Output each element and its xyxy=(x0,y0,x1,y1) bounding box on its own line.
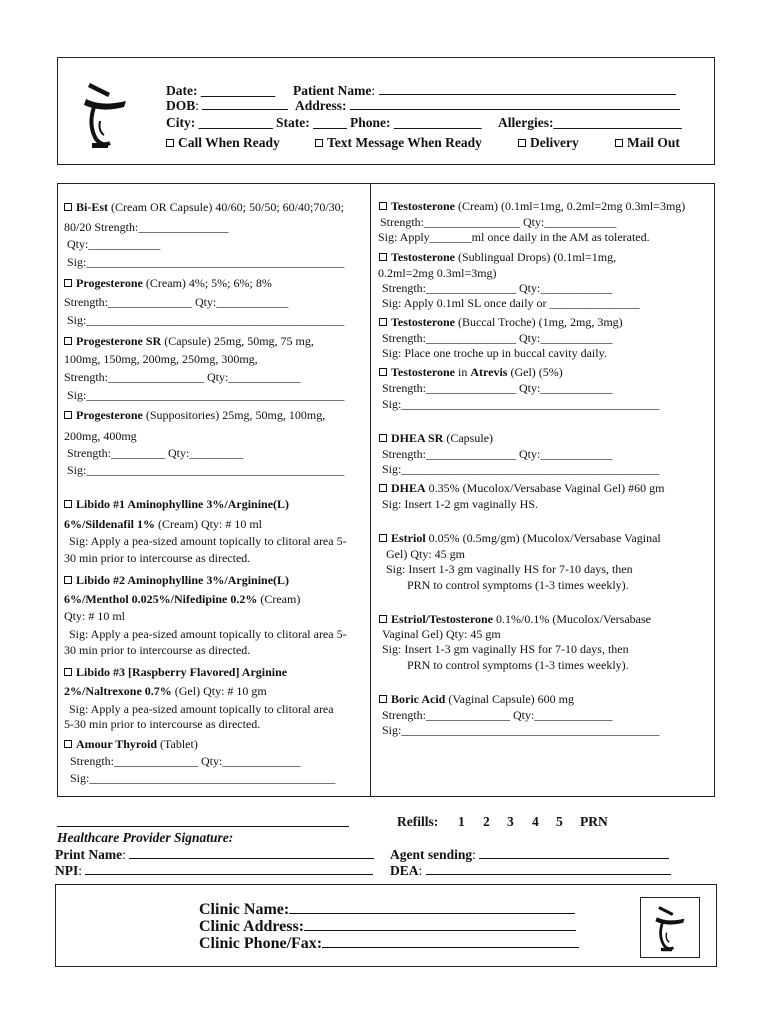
boric-acid-sig[interactable]: Sig:___________________________________________ xyxy=(382,723,660,737)
biest-option[interactable] xyxy=(64,200,344,215)
address-field[interactable] xyxy=(295,97,680,114)
option-label: Delivery xyxy=(530,135,579,150)
testosterone-cream-checkbox[interactable] xyxy=(379,202,387,210)
item-desc: (Sublingual Drops) (0.1ml=1mg, xyxy=(455,250,617,264)
phone-field[interactable] xyxy=(350,114,482,131)
item-desc: 0.35% (Mucolox/Versabase Vaginal Gel) #60 gm xyxy=(425,481,665,495)
libido1-option[interactable] xyxy=(64,497,289,512)
libido2-detail xyxy=(64,592,300,607)
item-name: Libido #1 Aminophylline 3%/Arginine(L) xyxy=(76,497,290,511)
progesterone-sig[interactable]: Sig:___________________________________________ xyxy=(67,313,345,327)
estriol-testosterone-sig-cont: PRN to control symptoms (1-3 times weekly). xyxy=(407,658,629,672)
estriol-testosterone-option[interactable] xyxy=(379,612,651,627)
mail-out-option[interactable] xyxy=(615,134,680,151)
testosterone-sl-option[interactable] xyxy=(379,250,616,265)
print-name-field[interactable]: Print Name: xyxy=(55,846,374,863)
dhea-sr-sig[interactable]: Sig:___________________________________________ xyxy=(382,462,660,476)
libido3-checkbox[interactable] xyxy=(64,668,72,676)
delivery-option[interactable] xyxy=(518,134,579,151)
testosterone-atrevis-option[interactable] xyxy=(379,365,563,380)
clinic-address-label: Clinic Address: xyxy=(199,918,305,935)
testosterone-atrevis-strength[interactable]: Strength:_______________ Qty:____________ xyxy=(382,381,613,395)
item-desc: (Tablet) xyxy=(157,737,198,751)
item-desc: (Cream OR Capsule) 40/60; 50/50; 60/40;70/30; xyxy=(108,200,344,214)
progesterone-supp-option[interactable] xyxy=(64,408,325,423)
item-name: 2%/Naltrexone 0.7% xyxy=(64,684,172,698)
item-name: Boric Acid xyxy=(391,692,446,706)
item-name: 6%/Menthol 0.025%/Nifedipine 0.2% xyxy=(64,592,258,606)
progesterone-sr-checkbox[interactable] xyxy=(64,337,72,345)
progesterone-sr-sig[interactable]: Sig:___________________________________________ xyxy=(67,388,345,402)
item-name: Progesterone xyxy=(76,408,143,422)
item-name: Progesterone SR xyxy=(76,334,162,348)
progesterone-supp-sig[interactable]: Sig:___________________________________________ xyxy=(67,463,345,477)
testosterone-troche-strength[interactable]: Strength:_______________ Qty:____________ xyxy=(382,331,613,345)
testosterone-atrevis-checkbox[interactable] xyxy=(379,368,387,376)
estriol-qty: Gel) Qty: 45 gm xyxy=(386,547,465,561)
refill-option-prn[interactable]: PRN xyxy=(580,814,608,829)
estriol-sig-cont: PRN to control symptoms (1-3 times weekly). xyxy=(407,578,629,592)
phone-label: Phone: _____________ xyxy=(350,115,482,130)
estriol-testosterone-qty: Vaginal Gel) Qty: 45 gm xyxy=(382,627,501,641)
libido2-sig-cont: 30 min prior to intercourse as directed. xyxy=(64,643,251,657)
dhea-sr-checkbox[interactable] xyxy=(379,434,387,442)
dob-label: DOB xyxy=(166,98,196,113)
allergies-label: Allergies:___________________ xyxy=(498,115,682,130)
patient-name-label: Patient Name xyxy=(293,83,372,98)
libido2-option[interactable] xyxy=(64,573,289,588)
estriol-sig: Sig: Insert 1-3 gm vaginally HS for 7-10 days, then xyxy=(386,562,633,576)
libido3-option[interactable] xyxy=(64,665,287,680)
progesterone-sr-strength[interactable]: Strength:________________ Qty:____________ xyxy=(64,370,301,384)
option-label: Call When Ready xyxy=(178,135,280,150)
progesterone-supp-doses: 200mg, 400mg xyxy=(64,429,137,443)
clinic-phone-field[interactable] xyxy=(199,933,579,953)
agent-sending-label: Agent sending xyxy=(390,847,473,862)
npi-label: NPI xyxy=(55,863,79,878)
dhea-vaginal-checkbox[interactable] xyxy=(379,484,387,492)
item-desc: (Vaginal Capsule) 600 mg xyxy=(445,692,574,706)
item-desc: 0.05% (0.5mg/gm) (Mucolox/Versabase Vaginal xyxy=(425,531,661,545)
libido3-detail xyxy=(64,684,267,699)
estriol-checkbox[interactable] xyxy=(379,534,387,542)
dhea-sr-strength[interactable]: Strength:_______________ Qty:____________ xyxy=(382,447,613,461)
option-label: Mail Out xyxy=(627,135,680,150)
testosterone-sl-checkbox[interactable] xyxy=(379,253,387,261)
clinic-name-label: Clinic Name: xyxy=(199,901,290,918)
refill-option-2[interactable]: 2 xyxy=(483,814,490,829)
libido1-detail xyxy=(64,517,262,532)
address-label: Address: xyxy=(295,98,347,113)
call-when-ready-checkbox[interactable] xyxy=(166,139,174,147)
item-name: Libido #2 Aminophylline 3%/Arginine(L) xyxy=(76,573,290,587)
item-desc: (Suppositories) 25mg, 50mg, 100mg, xyxy=(142,408,326,422)
item-name: Testosterone xyxy=(391,365,455,379)
pharmacy-logo xyxy=(650,902,690,954)
item-desc: (Cream) (0.1ml=1mg, 0.2ml=2mg 0.3ml=3mg) xyxy=(455,199,686,213)
patient-name-field[interactable]: Patient Name: xyxy=(293,82,676,99)
item-name: Testosterone xyxy=(391,199,455,213)
biest-sig[interactable]: Sig:___________________________________________ xyxy=(67,255,345,269)
estriol-option[interactable] xyxy=(379,531,661,546)
item-name: 6%/Sildenafil 1% xyxy=(64,517,156,531)
item-name: Libido #3 [Raspberry Flavored] Arginine xyxy=(76,665,288,679)
libido3-sig: Sig: Apply a pea-sized amount topically to clitoral area xyxy=(69,702,334,716)
amour-thyroid-checkbox[interactable] xyxy=(64,740,72,748)
pharmacy-logo xyxy=(80,77,130,152)
clinic-phone-label: Clinic Phone/Fax: xyxy=(199,935,323,952)
item-name: DHEA SR xyxy=(391,431,444,445)
dea-field[interactable]: DEA: xyxy=(390,862,671,879)
option-label: Text Message When Ready xyxy=(327,135,482,150)
item-desc: (Capsule) 25mg, 50mg, 75 mg, xyxy=(161,334,314,348)
item-name: Testosterone xyxy=(391,250,455,264)
date-label: Date: ___________ xyxy=(166,83,276,98)
item-desc: (Capsule) xyxy=(443,431,494,445)
refill-option-5[interactable]: 5 xyxy=(556,814,563,829)
testosterone-sl-doses: 0.2ml=2mg 0.3ml=3mg) xyxy=(378,266,497,280)
testosterone-troche-option[interactable] xyxy=(379,315,623,330)
item-desc: 0.1%/0.1% (Mucolox/Versabase xyxy=(493,612,651,626)
testosterone-cream-strength[interactable]: Strength:________________ Qty:____________ xyxy=(380,215,617,229)
progesterone-option[interactable] xyxy=(64,276,272,291)
libido1-sig: Sig: Apply a pea-sized amount topically to clitoral area 5- xyxy=(69,534,347,548)
testosterone-cream-sig[interactable]: Sig: Apply_______ml once daily in the AM as tolerated. xyxy=(378,230,650,244)
biest-checkbox[interactable] xyxy=(64,203,72,211)
item-name: Testosterone xyxy=(391,315,455,329)
dhea-sr-option[interactable] xyxy=(379,431,493,446)
refill-option-1[interactable]: 1 xyxy=(458,814,465,829)
call-when-ready-option[interactable] xyxy=(166,134,280,151)
text-message-checkbox[interactable] xyxy=(315,139,323,147)
refill-option-4[interactable]: 4 xyxy=(532,814,539,829)
testosterone-cream-option[interactable] xyxy=(379,199,685,214)
progesterone-strength[interactable]: Strength:______________ Qty:____________ xyxy=(64,295,289,309)
print-name-label: Print Name xyxy=(55,847,123,862)
item-desc: (Buccal Troche) (1mg, 2mg, 3mg) xyxy=(455,315,623,329)
item-name: Atrevis xyxy=(470,365,508,379)
provider-signature-label: Healthcare Provider Signature: xyxy=(57,830,234,845)
item-name: Estriol xyxy=(391,531,426,545)
provider-signature-line[interactable] xyxy=(57,826,349,827)
item-desc: (Cream) Qty: # 10 ml xyxy=(155,517,262,531)
progesterone-sr-doses: 100mg, 150mg, 200mg, 250mg, 300mg, xyxy=(64,352,258,366)
progesterone-checkbox[interactable] xyxy=(64,279,72,287)
libido2-checkbox[interactable] xyxy=(64,576,72,584)
refill-option-3[interactable]: 3 xyxy=(507,814,514,829)
estriol-testosterone-checkbox[interactable] xyxy=(379,615,387,623)
dhea-vaginal-sig: Sig: Insert 1-2 gm vaginally HS. xyxy=(382,497,538,511)
testosterone-atrevis-sig[interactable]: Sig:___________________________________________ xyxy=(382,397,660,411)
amour-thyroid-option[interactable] xyxy=(64,737,198,752)
state-label: State: _____ xyxy=(276,115,347,130)
item-desc: (Cream) 4%; 5%; 6%; 8% xyxy=(142,276,272,290)
item-desc: (Gel) Qty: # 10 gm xyxy=(171,684,267,698)
progesterone-sr-option[interactable] xyxy=(64,334,314,349)
column-divider xyxy=(370,183,371,797)
libido1-checkbox[interactable] xyxy=(64,500,72,508)
progesterone-supp-checkbox[interactable] xyxy=(64,411,72,419)
item-name: Amour Thyroid xyxy=(76,737,158,751)
item-desc: (Cream) xyxy=(257,592,301,606)
libido1-sig-cont: 30 min prior to intercourse as directed. xyxy=(64,551,251,565)
testosterone-troche-sig: Sig: Place one troche up in buccal cavity daily. xyxy=(382,346,607,360)
city-field[interactable] xyxy=(166,114,273,131)
dob-field[interactable]: DOB: xyxy=(166,97,288,114)
amour-thyroid-strength[interactable]: Strength:______________ Qty:_____________ xyxy=(70,754,301,768)
item-desc: in xyxy=(455,365,471,379)
testosterone-troche-checkbox[interactable] xyxy=(379,318,387,326)
libido3-sig-cont: 5-30 min prior to intercourse as directed. xyxy=(64,717,261,731)
item-desc: (Gel) (5%) xyxy=(507,365,563,379)
estriol-testosterone-sig: Sig: Insert 1-3 gm vaginally HS for 7-10 days, then xyxy=(382,642,629,656)
allergies-field[interactable] xyxy=(498,114,682,131)
progesterone-supp-strength[interactable]: Strength:_________ Qty:_________ xyxy=(67,446,244,460)
boric-acid-strength[interactable]: Strength:______________ Qty:_____________ xyxy=(382,708,613,722)
item-name: Estriol/Testosterone xyxy=(391,612,493,626)
state-field[interactable] xyxy=(276,114,347,131)
testosterone-sl-strength[interactable]: Strength:_______________ Qty:____________ xyxy=(382,281,613,295)
agent-sending-field[interactable]: Agent sending: xyxy=(390,846,669,863)
amour-thyroid-sig[interactable]: Sig:_________________________________________ xyxy=(70,771,336,785)
dhea-vaginal-option[interactable] xyxy=(379,481,664,496)
boric-acid-option[interactable] xyxy=(379,692,574,707)
libido2-sig: Sig: Apply a pea-sized amount topically to clitoral area 5- xyxy=(69,627,347,641)
boric-acid-checkbox[interactable] xyxy=(379,695,387,703)
refills-label: Refills: xyxy=(397,814,439,829)
libido2-qty: Qty: # 10 ml xyxy=(64,609,126,623)
dea-label: DEA xyxy=(390,863,419,878)
city-label: City: ___________ xyxy=(166,115,273,130)
delivery-checkbox[interactable] xyxy=(518,139,526,147)
text-message-option[interactable] xyxy=(315,134,482,151)
item-name: Bi-Est xyxy=(76,200,109,214)
testosterone-sl-sig[interactable]: Sig: Apply 0.1ml SL once daily or _______________ xyxy=(382,296,640,310)
item-name: DHEA xyxy=(391,481,426,495)
npi-field[interactable]: NPI: xyxy=(55,862,373,879)
biest-qty[interactable]: Qty:____________ xyxy=(67,237,161,251)
biest-strength[interactable]: 80/20 Strength:_______________ xyxy=(64,220,229,234)
mail-out-checkbox[interactable] xyxy=(615,139,623,147)
item-name: Progesterone xyxy=(76,276,143,290)
